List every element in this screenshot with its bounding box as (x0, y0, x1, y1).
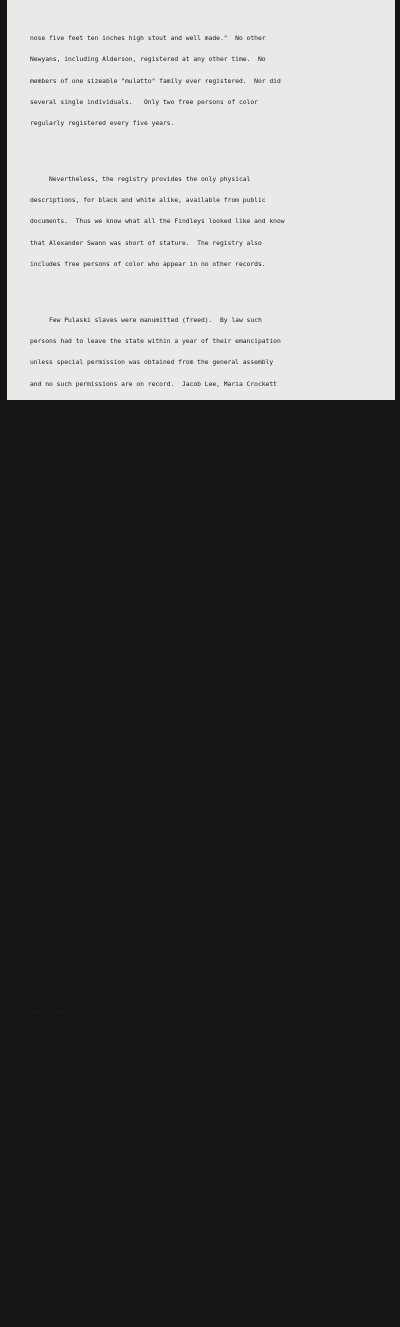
text-line: surname, is the only known supporting documentation. (30, 754, 228, 762)
paragraph-patton (30, 465, 370, 775)
text-line: re-enslaved. Charlotte Pate, inherited and then freed by John (30, 852, 266, 860)
text-line: were sent to JB Alexander, a prominent resident and alsewomen of (30, 606, 274, 614)
text-line: The Virginia State Archives contain the petitions of two of (30, 810, 274, 818)
text-line: Few Pulaski slaves were manumitted (freed). By law such (30, 317, 262, 325)
text-line: Nevertheless, the registry provides the only physical (30, 176, 251, 184)
paragraph-oral-tradition (30, 1038, 370, 1306)
text-line: 1862 will. Thomas and Juda Ingram, who first appear on the 1850 (30, 669, 274, 677)
paragraph-archives (30, 796, 370, 958)
text-line: At his death, Henry Patton devised Edmund, George, and Phillis (30, 479, 285, 487)
text-line: They did not register with the county, but their manumission papers (30, 584, 285, 592)
text-line: dignity befitting his princely origins." Family tradition has the (30, 1221, 281, 1229)
text-line: his sister) being brought to America from Africa each owning only (30, 1284, 277, 1292)
text-line: of such "legends" seep out of the family domain and into public (30, 1136, 270, 1144)
scanned-page (7, 0, 395, 1292)
paragraph-registration-end (30, 21, 370, 141)
text-line: documents. Thus we know what all the Findleys looked like and know (30, 218, 285, 226)
text-line: include slaves by those names but that, and the similarity of (30, 732, 262, 740)
section-gap (30, 980, 370, 988)
text-line: is not included in the state archives. (See Chapter 6.) (30, 937, 243, 945)
text-line: Shearman freed Isaac Franklin in 1849 and Sarah by the terms of his (30, 648, 285, 656)
text-line: manumitting George and Phillis (no mention of Edmund) in 1859. (30, 563, 266, 571)
text-line: Ingram family. The appraisal of Sarah Ingram's estate in 1839 did (30, 711, 281, 719)
text-line: and her eight children, freed by the terms of James Rankin's will, (30, 401, 281, 409)
text-line: Newyans, including Alderson, registered at any other time. No (30, 56, 266, 64)
paragraph-registry (30, 162, 370, 282)
book-title-roots: Roots (227, 1094, 247, 1102)
text-line: Elizabeth Ratliff also petitioned for re-enslavement; the document (30, 916, 281, 924)
text-line: several single individuals. Only two free persons of color (30, 98, 258, 106)
text-line: forced to leave the state. So too did Frank Harman. In 1859 (30, 894, 262, 902)
text-line: family of free persons of color, circumvented Henry's plan by (30, 542, 262, 550)
text-line: account for over half of the known total of slaves manumitted. (30, 422, 266, 430)
text-line: and no such permissions are on record. Jacob Lee, Maria Crockett (30, 380, 277, 388)
text-line: nose five feet ten inches high stout and well made." No other (30, 35, 266, 43)
text-line: and 1860 census respectively, may well have been freed by the white (30, 690, 285, 698)
text-line: Pulaski's three free persons of color who "voluntarily" asked to be (30, 831, 285, 839)
text-line-roots (30, 1094, 370, 1101)
text-fragment: , (246, 1094, 251, 1102)
text-fragment: traditions, such as those utilized by Alex Haley in (30, 1094, 228, 1102)
text-line: first known Green Hendricks coming to Pulaski, as a slave, from (30, 1242, 270, 1250)
text-line: African who, although a slave, carried himself with the pomp and (30, 1199, 274, 1207)
text-line: to his wife Eleanor, with the provision that they go to a daughter (30, 500, 281, 508)
text-line: are essential sources for that information and, occasionally, glimpses (30, 1115, 296, 1123)
text-line: persons had to leave the state within a year of their emancipation (30, 338, 281, 346)
text-line: viewing. Thus E.P. Whitman, in his memoirs of Pulaski County, made (30, 1157, 285, 1165)
text-line: upon Eleanor's death. Eleanor, who lived next to the large Findley (30, 521, 285, 529)
text-line: Names and ages and even family relationships shed only a dim (30, 1051, 277, 1059)
text-line: Vermillion, apparently preferred re-enslavement rather than being (30, 873, 277, 881)
text-line: regularly registered every five years. (30, 119, 175, 127)
text-line: North Carolina. Family tradition also has Singleton Hunter (and (30, 1263, 274, 1271)
text-line: light on the personalities of Pulaski's bondsmen. Family oral (30, 1073, 266, 1081)
paragraph-slaves (30, 303, 370, 444)
text-line: unless special permission was obtained from the general assembly (30, 359, 274, 367)
text-line: that Alexander Swann was short of stature. The registry also (30, 239, 262, 247)
text-line: Newbern. John Caddall freed a slave named Jupiter in 1856; Jacob (30, 627, 277, 635)
text-line: includes free persons of color who appear in no other records. (30, 260, 266, 268)
document-text (30, 0, 370, 1327)
text-line: members of one sizeable "mulatto" family ever registered. Nor did (30, 77, 281, 85)
text-line: brief reference to the legend of the "first" Cicero Maxby, an (30, 1178, 262, 1186)
text-line: descriptions, for black and white alike, available from public (30, 197, 266, 205)
section-heading-oral-tradition: ORAL TRADITION (30, 1008, 84, 1016)
